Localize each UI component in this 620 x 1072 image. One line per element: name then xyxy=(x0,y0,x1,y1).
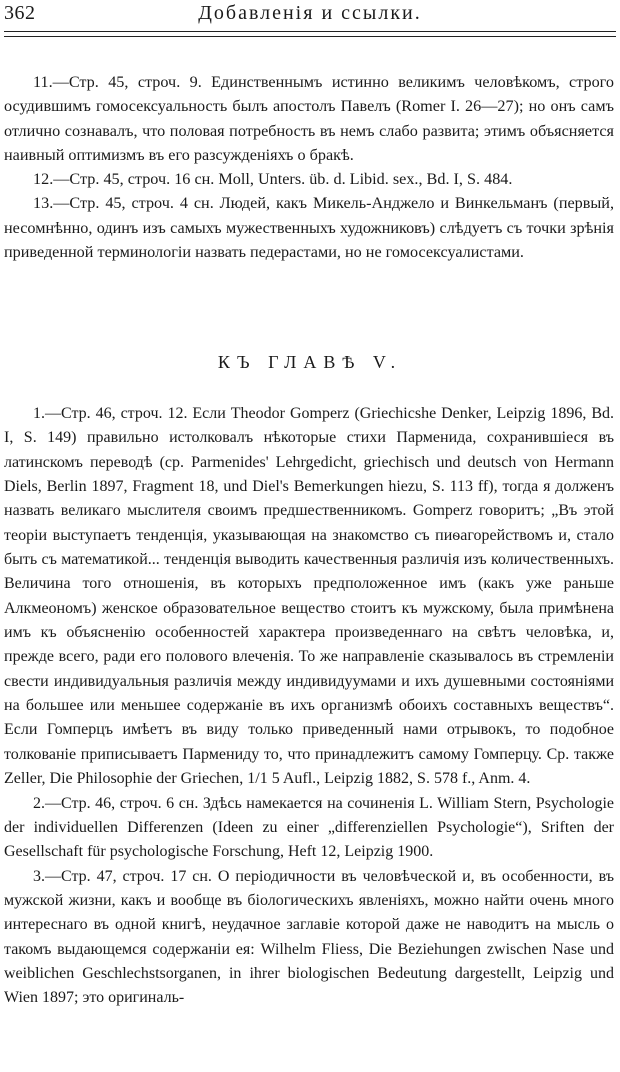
note-paragraph: 11.—Стр. 45, строч. 9. Единственнымъ истинно великимъ человѣкомъ, строго осудившимъ гомосексуальность былъ апостолъ Павелъ (Romer I. 26—27); но онъ самъ отлично сознавалъ, что половая потребность въ немъ слабо развита; этимъ объясняется наивный оптимизмъ въ его разсужденіяхъ о бракѣ. xyxy=(4,73,614,164)
running-title: Добавленія и ссылки. xyxy=(198,2,422,24)
page-number: 362 xyxy=(4,2,36,24)
header-rule-top xyxy=(4,31,616,32)
note-paragraph: 1.—Стр. 46, строч. 12. Если Theodor Gomperz (Griechicshe Denker, Leipzig 1896, Bd. I, S. 149) правильно истолковалъ нѣкоторые стихи Парменида, сохранившіеся въ латинскомъ переводѣ (ср. Parmenides' Lehrgedicht, griechisch und deutsch von Hermann Diels, Berlin 1897, Fragment 18, und Diel's Bemerkungen hiezu, S. 113 ff), тогда я долженъ назвать великаго мыслителя своимъ предшественникомъ. Gomperz говоритъ; „Въ этой теоріи выступаетъ тенденція, указывающая на знакомство съ пиѳагорействомъ и, стало быть съ математикой... тенденція выводить качественныя различія изъ количественныхъ. Величина того отношенія, въ которыхъ предположенное имъ (какъ уже раньше Алкмеономъ) женское образовательное вещество стоитъ къ мужскому, была примѣнена имъ къ объясненію особенностей характера произведеннаго на свѣтъ человѣка, и, прежде всего, ради его полового влеченія. То же направленіе сказывалось въ стремленіи свести индивидуальныя различія между индивидуумами и ихъ душевными состояніями на большее или меньшее содержаніе въ ихъ организмѣ обоихъ составныхъ веществъ“. Если Гомперцъ имѣетъ въ виду только приведенный нами отрывокъ, то подобное толкованіе приписываетъ Пармениду то, что принадлежитъ самому Гомперцу. Ср. также Zeller, Die Philosophie der Griechen, 1/1 5 Aufl., Leipzig 1882, S. 578 f., Anm. 4. xyxy=(4,405,614,788)
chapter-heading: КЪ ГЛАВѢ V. xyxy=(217,352,403,372)
running-head xyxy=(4,2,616,26)
notes-chapter-four xyxy=(4,70,614,264)
note-paragraph: 13.—Стр. 45, строч. 4 сн. Людей, какъ Микель-Анджело и Винкельманъ (первый, несомнѣнно, одинъ изъ самыхъ мужественныхъ художниковъ) слѣдуетъ съ точки зрѣнія приведенной терминологіи назвать педерастами, но не гомосексуалистами. xyxy=(4,194,614,262)
note-paragraph: 12.—Стр. 45, строч. 16 сн. Moll, Unters. üb. d. Libid. sex., Bd. I, S. 484. xyxy=(33,170,513,189)
note-paragraph: 2.—Стр. 46, строч. 6 сн. Здѣсь намекается на сочиненія L. William Stern, Psychologie der individuellen Differenzen (Ideen zu einer „differenziellen Psychologie“), Sriften der Gesellschaft für psychologische Forschung, Heft 12, Leipzig 1900. xyxy=(4,794,614,861)
notes-chapter-five xyxy=(4,402,614,1011)
note-paragraph: 3.—Стр. 47, строч. 17 сн. О періодичности въ человѣческой и, въ особенности, въ мужской жизни, какъ и вообще въ біологическихъ явленіяхъ, можно найти очень много интереснаго въ одной книгѣ, неудачное заглавіе которой даже не наводитъ на мысль о такомъ выдающемся содержаніи ея: Wilhelm Fliess, Die Beziehungen zwischen Nase und weiblichen Geschlechstsorganen, in ihrer biologischen Bedeutung dargestellt, Leipzig und Wien 1897; это оригиналь- xyxy=(4,867,614,1007)
header-rule-bottom xyxy=(4,36,616,37)
